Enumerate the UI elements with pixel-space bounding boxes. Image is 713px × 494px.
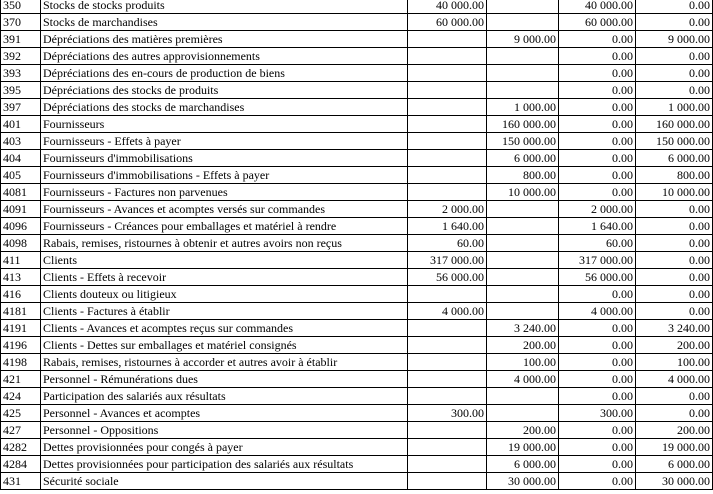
- account-number-cell: 392: [1, 48, 41, 65]
- debit-movement-cell: [408, 320, 487, 337]
- debit-movement-cell: 1 640.00: [408, 218, 487, 235]
- table-row: [1, 371, 713, 388]
- debit-balance-cell: 0.00: [559, 473, 636, 490]
- debit-balance-cell: 0.00: [559, 116, 636, 133]
- account-number-cell: 413: [1, 269, 41, 286]
- credit-movement-cell: [487, 14, 559, 31]
- debit-balance-cell: 0.00: [559, 133, 636, 150]
- credit-balance-cell: 6 000.00: [636, 456, 713, 473]
- debit-balance-cell: 60.00: [559, 235, 636, 252]
- table-row: [1, 456, 713, 473]
- debit-movement-cell: [408, 184, 487, 201]
- credit-movement-cell: 4 000.00: [487, 371, 559, 388]
- debit-balance-cell: 0.00: [559, 99, 636, 116]
- debit-balance-cell: 0.00: [559, 439, 636, 456]
- credit-balance-cell: 0.00: [636, 65, 713, 82]
- credit-balance-cell: 0.00: [636, 405, 713, 422]
- credit-movement-cell: [487, 65, 559, 82]
- account-label-cell: Rabais, remises, ristournes à accorder et autres avoir à établir: [41, 354, 408, 371]
- debit-movement-cell: [408, 371, 487, 388]
- credit-movement-cell: 200.00: [487, 337, 559, 354]
- credit-movement-cell: 150 000.00: [487, 133, 559, 150]
- credit-movement-cell: 800.00: [487, 167, 559, 184]
- credit-balance-cell: 0.00: [636, 303, 713, 320]
- debit-balance-cell: 0.00: [559, 167, 636, 184]
- account-number-cell: 421: [1, 371, 41, 388]
- credit-balance-cell: 9 000.00: [636, 31, 713, 48]
- account-label-cell: Fournisseurs - Effets à payer: [41, 133, 408, 150]
- account-label-cell: Personnel - Avances et acomptes: [41, 405, 408, 422]
- debit-movement-cell: [408, 439, 487, 456]
- account-label-cell: Clients: [41, 252, 408, 269]
- credit-balance-cell: 30 000.00: [636, 473, 713, 490]
- credit-balance-cell: 0.00: [636, 286, 713, 303]
- debit-movement-cell: 4 000.00: [408, 303, 487, 320]
- table-row: [1, 31, 713, 48]
- credit-movement-cell: [487, 48, 559, 65]
- credit-movement-cell: [487, 201, 559, 218]
- account-label-cell: Fournisseurs d'immobilisations - Effets à payer: [41, 167, 408, 184]
- debit-movement-cell: [408, 337, 487, 354]
- debit-movement-cell: [408, 133, 487, 150]
- account-number-cell: 4282: [1, 439, 41, 456]
- credit-balance-cell: 160 000.00: [636, 116, 713, 133]
- table-row: [1, 354, 713, 371]
- debit-balance-cell: 56 000.00: [559, 269, 636, 286]
- account-label-cell: Stocks de marchandises: [41, 14, 408, 31]
- debit-movement-cell: [408, 473, 487, 490]
- table-row: [1, 286, 713, 303]
- account-label-cell: Fournisseurs - Avances et acomptes versés sur commandes: [41, 201, 408, 218]
- credit-balance-cell: 0.00: [636, 14, 713, 31]
- table-row: [1, 201, 713, 218]
- debit-balance-cell: 40 000.00: [559, 0, 636, 14]
- table-row: [1, 116, 713, 133]
- credit-movement-cell: 100.00: [487, 354, 559, 371]
- account-number-cell: 405: [1, 167, 41, 184]
- credit-balance-cell: 19 000.00: [636, 439, 713, 456]
- credit-movement-cell: [487, 252, 559, 269]
- debit-movement-cell: [408, 167, 487, 184]
- debit-movement-cell: [408, 456, 487, 473]
- account-number-cell: 4091: [1, 201, 41, 218]
- account-number-cell: 395: [1, 82, 41, 99]
- credit-balance-cell: 800.00: [636, 167, 713, 184]
- credit-balance-cell: 0.00: [636, 48, 713, 65]
- credit-movement-cell: 6 000.00: [487, 456, 559, 473]
- debit-balance-cell: 0.00: [559, 320, 636, 337]
- account-number-cell: 411: [1, 252, 41, 269]
- table-row: [1, 133, 713, 150]
- debit-movement-cell: [408, 354, 487, 371]
- account-label-cell: Personnel - Oppositions: [41, 422, 408, 439]
- account-label-cell: Dépréciations des en-cours de production de biens: [41, 65, 408, 82]
- credit-movement-cell: 30 000.00: [487, 473, 559, 490]
- table-row: [1, 82, 713, 99]
- account-number-cell: 4081: [1, 184, 41, 201]
- credit-balance-cell: 0.00: [636, 82, 713, 99]
- table-row: [1, 252, 713, 269]
- account-number-cell: 431: [1, 473, 41, 490]
- table-row: [1, 48, 713, 65]
- debit-movement-cell: [408, 388, 487, 405]
- debit-movement-cell: 40 000.00: [408, 0, 487, 14]
- account-label-cell: Fournisseurs d'immobilisations: [41, 150, 408, 167]
- credit-balance-cell: 0.00: [636, 201, 713, 218]
- table-row: [1, 14, 713, 31]
- debit-movement-cell: [408, 31, 487, 48]
- debit-balance-cell: 0.00: [559, 82, 636, 99]
- account-label-cell: Dépréciations des stocks de produits: [41, 82, 408, 99]
- table-row: [1, 269, 713, 286]
- debit-balance-cell: 0.00: [559, 337, 636, 354]
- account-label-cell: Fournisseurs - Créances pour emballages et matériel à rendre: [41, 218, 408, 235]
- debit-movement-cell: [408, 116, 487, 133]
- debit-movement-cell: 60 000.00: [408, 14, 487, 31]
- credit-movement-cell: [487, 218, 559, 235]
- account-number-cell: 404: [1, 150, 41, 167]
- account-label-cell: Participation des salariés aux résultats: [41, 388, 408, 405]
- debit-balance-cell: 0.00: [559, 31, 636, 48]
- account-label-cell: Dettes provisionnées pour participation des salariés aux résultats: [41, 456, 408, 473]
- account-label-cell: Clients - Factures à établir: [41, 303, 408, 320]
- credit-balance-cell: 0.00: [636, 252, 713, 269]
- table-row: [1, 337, 713, 354]
- debit-balance-cell: 1 640.00: [559, 218, 636, 235]
- credit-movement-cell: 9 000.00: [487, 31, 559, 48]
- debit-balance-cell: 0.00: [559, 286, 636, 303]
- debit-movement-cell: [408, 82, 487, 99]
- debit-movement-cell: 60.00: [408, 235, 487, 252]
- account-label-cell: Stocks de stocks produits: [41, 0, 408, 14]
- debit-movement-cell: 2 000.00: [408, 201, 487, 218]
- account-number-cell: 401: [1, 116, 41, 133]
- debit-balance-cell: 0.00: [559, 48, 636, 65]
- credit-balance-cell: 0.00: [636, 388, 713, 405]
- debit-balance-cell: 60 000.00: [559, 14, 636, 31]
- debit-balance-cell: 317 000.00: [559, 252, 636, 269]
- table-row: [1, 473, 713, 490]
- debit-balance-cell: 0.00: [559, 184, 636, 201]
- account-number-cell: 416: [1, 286, 41, 303]
- credit-movement-cell: [487, 286, 559, 303]
- credit-balance-cell: 0.00: [636, 269, 713, 286]
- table-row: [1, 439, 713, 456]
- debit-movement-cell: [408, 48, 487, 65]
- ledger-body: [1, 0, 713, 490]
- account-number-cell: 350: [1, 0, 41, 14]
- account-number-cell: 393: [1, 65, 41, 82]
- debit-balance-cell: 300.00: [559, 405, 636, 422]
- debit-balance-cell: 0.00: [559, 150, 636, 167]
- debit-balance-cell: 4 000.00: [559, 303, 636, 320]
- credit-balance-cell: 3 240.00: [636, 320, 713, 337]
- credit-movement-cell: 3 240.00: [487, 320, 559, 337]
- table-row: [1, 167, 713, 184]
- debit-balance-cell: 2 000.00: [559, 201, 636, 218]
- table-row: [1, 235, 713, 252]
- account-label-cell: Sécurité sociale: [41, 473, 408, 490]
- credit-balance-cell: 150 000.00: [636, 133, 713, 150]
- table-row: [1, 184, 713, 201]
- account-label-cell: Rabais, remises, ristournes à obtenir et autres avoirs non reçus: [41, 235, 408, 252]
- debit-balance-cell: 0.00: [559, 422, 636, 439]
- account-number-cell: 427: [1, 422, 41, 439]
- debit-balance-cell: 0.00: [559, 456, 636, 473]
- credit-movement-cell: 1 000.00: [487, 99, 559, 116]
- credit-movement-cell: [487, 269, 559, 286]
- credit-balance-cell: 10 000.00: [636, 184, 713, 201]
- table-row: [1, 65, 713, 82]
- credit-balance-cell: 0.00: [636, 218, 713, 235]
- account-label-cell: Clients - Effets à recevoir: [41, 269, 408, 286]
- table-row: [1, 150, 713, 167]
- debit-movement-cell: 300.00: [408, 405, 487, 422]
- debit-movement-cell: [408, 99, 487, 116]
- account-label-cell: Dettes provisionnées pour congés à payer: [41, 439, 408, 456]
- account-label-cell: Fournisseurs: [41, 116, 408, 133]
- account-number-cell: 4191: [1, 320, 41, 337]
- credit-balance-cell: 0.00: [636, 0, 713, 14]
- table-row: [1, 320, 713, 337]
- table-row: [1, 422, 713, 439]
- table-row: [1, 303, 713, 320]
- account-number-cell: 4284: [1, 456, 41, 473]
- debit-movement-cell: [408, 65, 487, 82]
- credit-balance-cell: 200.00: [636, 422, 713, 439]
- credit-movement-cell: 160 000.00: [487, 116, 559, 133]
- debit-balance-cell: 0.00: [559, 388, 636, 405]
- credit-movement-cell: [487, 82, 559, 99]
- account-number-cell: 4096: [1, 218, 41, 235]
- account-label-cell: Clients - Dettes sur emballages et matériel consignés: [41, 337, 408, 354]
- account-number-cell: 424: [1, 388, 41, 405]
- account-label-cell: Fournisseurs - Factures non parvenues: [41, 184, 408, 201]
- credit-balance-cell: 1 000.00: [636, 99, 713, 116]
- table-row: [1, 218, 713, 235]
- credit-movement-cell: 6 000.00: [487, 150, 559, 167]
- account-label-cell: Clients - Avances et acomptes reçus sur commandes: [41, 320, 408, 337]
- credit-balance-cell: 4 000.00: [636, 371, 713, 388]
- credit-balance-cell: 100.00: [636, 354, 713, 371]
- debit-balance-cell: 0.00: [559, 65, 636, 82]
- credit-movement-cell: [487, 235, 559, 252]
- table-row: [1, 405, 713, 422]
- account-number-cell: 403: [1, 133, 41, 150]
- debit-balance-cell: 0.00: [559, 354, 636, 371]
- account-number-cell: 4181: [1, 303, 41, 320]
- debit-balance-cell: 0.00: [559, 371, 636, 388]
- account-label-cell: Dépréciations des matières premières: [41, 31, 408, 48]
- account-number-cell: 4196: [1, 337, 41, 354]
- debit-movement-cell: 317 000.00: [408, 252, 487, 269]
- account-label-cell: Personnel - Rémunérations dues: [41, 371, 408, 388]
- account-number-cell: 370: [1, 14, 41, 31]
- credit-balance-cell: 6 000.00: [636, 150, 713, 167]
- credit-movement-cell: 10 000.00: [487, 184, 559, 201]
- credit-movement-cell: 19 000.00: [487, 439, 559, 456]
- credit-balance-cell: 200.00: [636, 337, 713, 354]
- table-row: [1, 99, 713, 116]
- account-number-cell: 425: [1, 405, 41, 422]
- debit-movement-cell: [408, 150, 487, 167]
- credit-movement-cell: 200.00: [487, 422, 559, 439]
- account-number-cell: 397: [1, 99, 41, 116]
- credit-movement-cell: [487, 0, 559, 14]
- debit-movement-cell: [408, 422, 487, 439]
- account-label-cell: Dépréciations des autres approvisionnements: [41, 48, 408, 65]
- debit-movement-cell: 56 000.00: [408, 269, 487, 286]
- account-number-cell: 4098: [1, 235, 41, 252]
- credit-movement-cell: [487, 405, 559, 422]
- credit-movement-cell: [487, 388, 559, 405]
- account-number-cell: 4198: [1, 354, 41, 371]
- debit-movement-cell: [408, 286, 487, 303]
- credit-movement-cell: [487, 303, 559, 320]
- account-label-cell: Clients douteux ou litigieux: [41, 286, 408, 303]
- account-number-cell: 391: [1, 31, 41, 48]
- table-row: [1, 0, 713, 14]
- account-label-cell: Dépréciations des stocks de marchandises: [41, 99, 408, 116]
- table-row: [1, 388, 713, 405]
- credit-balance-cell: 0.00: [636, 235, 713, 252]
